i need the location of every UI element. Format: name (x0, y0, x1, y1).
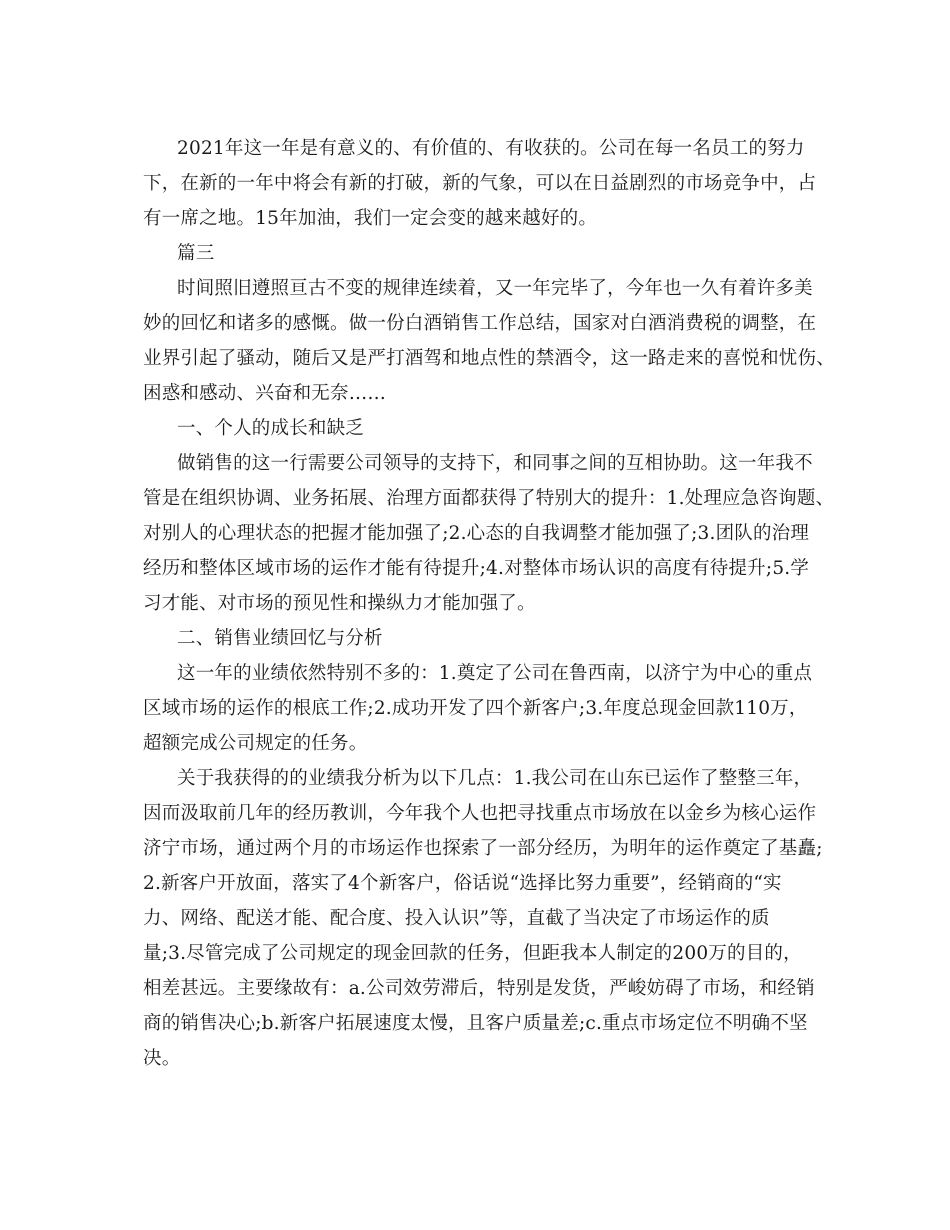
text-line: 有一席之地。15年加油，我们一定会变的越来越好的。 (143, 208, 598, 229)
text-line: 力、网络、配送才能、配合度、投入认识”等，直截了当决定了市场运作的质 (143, 908, 770, 929)
section-heading: 一、个人的成长和缺乏 (177, 418, 365, 439)
text-line: 2.新客户开放面，落实了4个新客户，俗话说“选择比努力重要”，经销商的“实 (143, 873, 782, 894)
text-line: 因而汲取前几年的经历教训，今年我个人也把寻找重点市场放在以金乡为核心运作 (143, 803, 817, 824)
text-line: 这一年的业绩依然特别不多的：1.奠定了公司在鲁西南，以济宁为中心的重点 (177, 663, 813, 684)
text-line: 下，在新的一年中将会有新的打破，新的气象，可以在日益剧烈的市场竞争中，占 (143, 173, 817, 194)
text-line: 商的销售决心;b.新客户拓展速度太慢，且客户质量差;c.重点市场定位不明确不坚 (143, 1013, 808, 1034)
section-heading: 篇三 (177, 243, 215, 264)
text-line: 习才能、对市场的预见性和操纵力才能加强了。 (143, 593, 536, 614)
text-line: 做销售的这一行需要公司领导的支持下，和同事之间的互相协助。这一年我不 (177, 453, 813, 474)
text-line: 2021年这一年是有意义的、有价值的、有收获的。公司在每一名员工的努力 (177, 138, 805, 159)
text-line: 济宁市场，通过两个月的市场运作也探索了一部分经历，为明年的运作奠定了基矗; (143, 838, 823, 859)
text-line: 管是在组织协调、业务拓展、治理方面都获得了特别大的提升：1.处理应急咨询题、 (143, 488, 835, 509)
text-line: 业界引起了骚动，随后又是严打酒驾和地点性的禁酒令，这一路走来的喜悦和忧伤、 (143, 348, 835, 369)
section-heading: 二、销售业绩回忆与分析 (177, 628, 383, 649)
text-line: 妙的回忆和诸多的感慨。做一份白酒销售工作总结，国家对白酒消费税的调整，在 (143, 313, 817, 334)
text-line: 关于我获得的的业绩我分析为以下几点：1.我公司在山东已运作了整整三年， (177, 768, 813, 789)
text-line: 区域市场的运作的根底工作;2.成功开发了四个新客户;3.年度总现金回款110万， (143, 698, 808, 719)
text-line: 超额完成公司规定的任务。 (143, 733, 368, 754)
text-line: 对别人的心理状态的把握才能加强了;2.心态的自我调整才能加强了;3.团队的治理 (143, 523, 810, 544)
text-line: 相差甚远。主要缘故有：a.公司效劳滞后，特别是发货，严峻妨碍了市场，和经销 (143, 978, 815, 999)
text-line: 量;3.尽管完成了公司规定的现金回款的任务，但距我本人制定的200万的目的， (143, 943, 802, 964)
text-line: 决。 (143, 1048, 181, 1069)
text-line: 困惑和感动、兴奋和无奈…… (143, 383, 387, 404)
text-line: 经历和整体区域市场的运作才能有待提升;4.对整体市场认识的高度有待提升;5.学 (143, 558, 810, 579)
text-line: 时间照旧遵照亘古不变的规律连续着，又一年完毕了，今年也一久有着许多美 (177, 278, 813, 299)
